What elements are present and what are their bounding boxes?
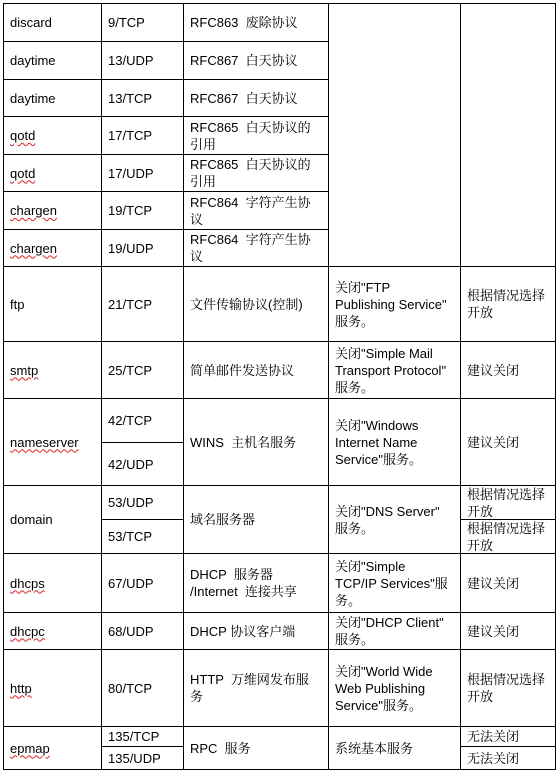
service-cell-text: dhcps xyxy=(10,575,45,591)
service-cell-text: ftp xyxy=(10,296,25,312)
advice-cell xyxy=(461,747,555,769)
table-grid-line xyxy=(3,649,556,650)
port-cell xyxy=(102,155,183,191)
table-grid-line xyxy=(3,41,329,42)
port-cell-text: 17/TCP xyxy=(108,128,153,143)
port-cell xyxy=(102,117,183,154)
description-cell-text: WINS 主机名服务 xyxy=(190,434,297,450)
advice-cell-text: 根据情况选择 开放 xyxy=(467,486,546,519)
port-cell xyxy=(102,613,183,649)
action-cell xyxy=(329,486,460,553)
port-cell xyxy=(102,486,183,519)
port-cell xyxy=(102,650,183,726)
advice-cell-text: 根据情况选择 开放 xyxy=(467,288,546,320)
service-cell-text: daytime xyxy=(10,90,56,106)
service-cell-text: dhcpc xyxy=(10,623,45,639)
action-cell-text: 关闭"Windows Internet Name Service"服务。 xyxy=(335,417,422,467)
port-cell xyxy=(102,4,183,41)
empty-advice-cell xyxy=(461,4,555,266)
action-cell-text: 关闭"DNS Server" 服务。 xyxy=(335,503,440,536)
table-grid-line xyxy=(3,612,556,613)
action-cell-text: 关闭"DHCP Client" 服务。 xyxy=(335,615,444,647)
action-cell-text: 关闭"World Wide Web Publishing Service"服务。 xyxy=(335,663,433,713)
port-cell-text: 9/TCP xyxy=(108,15,145,30)
advice-cell-text: 根据情况选择 开放 xyxy=(467,520,546,553)
port-cell-text: 25/TCP xyxy=(108,362,153,378)
port-cell xyxy=(102,443,183,485)
advice-cell-text: 根据情况选择 开放 xyxy=(467,672,546,704)
advice-cell xyxy=(461,520,555,553)
table-grid-line xyxy=(3,3,4,770)
table-grid-line xyxy=(3,3,556,4)
service-cell-text: http xyxy=(10,680,32,696)
advice-cell-text: 建议关闭 xyxy=(467,623,520,639)
port-cell-text: 19/UDP xyxy=(108,240,154,256)
port-cell-text: 13/UDP xyxy=(108,53,154,68)
advice-cell xyxy=(461,399,555,485)
table-grid-line xyxy=(3,341,556,342)
service-cell xyxy=(4,554,101,612)
service-cell xyxy=(4,727,101,769)
service-cell xyxy=(4,80,101,116)
advice-cell xyxy=(461,650,555,726)
port-cell xyxy=(102,520,183,553)
advice-cell xyxy=(461,727,555,746)
port-cell xyxy=(102,342,183,398)
service-cell-text: daytime xyxy=(10,53,56,68)
advice-cell-text: 无法关闭 xyxy=(467,729,520,744)
table-grid-line xyxy=(3,229,329,230)
action-cell-text: 关闭"FTP Publishing Service" 服务。 xyxy=(335,279,447,329)
service-cell-text: qotd xyxy=(10,165,36,181)
description-cell-text: DHCP 服务器 /Internet 连接共享 xyxy=(190,567,297,599)
service-cell-text: domain xyxy=(10,512,53,527)
port-cell xyxy=(102,399,183,442)
description-cell xyxy=(184,117,328,154)
table-grid-line xyxy=(3,154,329,155)
table-grid-line xyxy=(101,442,183,443)
service-cell-text: chargen xyxy=(10,203,57,218)
description-cell xyxy=(184,342,328,398)
service-cell-text: qotd xyxy=(10,128,36,143)
service-cell-text: discard xyxy=(10,15,52,30)
port-cell xyxy=(102,267,183,341)
table-grid-line xyxy=(3,485,556,486)
description-cell-text: RFC864 字符产生协 议 xyxy=(190,232,311,264)
empty-action-cell xyxy=(329,4,460,266)
table-grid-line xyxy=(101,746,183,747)
port-cell-text: 135/TCP xyxy=(108,729,160,744)
advice-cell-text: 建议关闭 xyxy=(467,362,520,378)
description-cell-text: 文件传输协议(控制) xyxy=(190,296,303,312)
action-cell xyxy=(329,613,460,649)
table-grid-line xyxy=(3,79,329,80)
service-cell-text: smtp xyxy=(10,362,39,378)
description-cell xyxy=(184,80,328,116)
advice-cell xyxy=(461,613,555,649)
table-grid-line xyxy=(460,3,461,770)
port-cell xyxy=(102,230,183,266)
port-cell xyxy=(102,747,183,769)
description-cell-text: RPC 服务 xyxy=(190,740,251,756)
description-cell-text: DHCP 协议客户端 xyxy=(190,623,296,639)
advice-cell xyxy=(461,267,555,341)
table-grid-line xyxy=(3,266,556,267)
service-cell xyxy=(4,486,101,553)
service-cell xyxy=(4,267,101,341)
port-cell-text: 68/UDP xyxy=(108,623,154,639)
port-cell-text: 21/TCP xyxy=(108,296,153,312)
description-cell xyxy=(184,727,328,769)
table-grid-line xyxy=(3,398,556,399)
action-cell xyxy=(329,342,460,398)
table-grid-line xyxy=(460,519,555,520)
description-cell xyxy=(184,267,328,341)
description-cell xyxy=(184,4,328,41)
advice-cell xyxy=(461,342,555,398)
port-cell-text: 67/UDP xyxy=(108,575,154,591)
description-cell xyxy=(184,155,328,191)
action-cell xyxy=(329,554,460,612)
port-cell xyxy=(102,192,183,229)
table-grid-line xyxy=(3,553,556,554)
description-cell xyxy=(184,42,328,79)
port-cell-text: 17/UDP xyxy=(108,165,154,181)
port-cell-text: 80/TCP xyxy=(108,680,153,696)
service-cell xyxy=(4,650,101,726)
table-grid-line xyxy=(3,191,329,192)
action-cell xyxy=(329,650,460,726)
service-cell xyxy=(4,192,101,229)
service-cell-text: nameserver xyxy=(10,434,79,450)
port-cell-text: 42/TCP xyxy=(108,413,153,428)
advice-cell-text: 无法关闭 xyxy=(467,750,520,766)
table-grid-line xyxy=(3,726,556,727)
service-cell xyxy=(4,117,101,154)
table-grid-line xyxy=(3,769,556,770)
action-cell xyxy=(329,727,460,769)
description-cell xyxy=(184,399,328,485)
advice-cell-text: 建议关闭 xyxy=(467,575,520,591)
description-cell xyxy=(184,486,328,553)
service-cell xyxy=(4,230,101,266)
port-cell-text: 53/TCP xyxy=(108,529,153,544)
action-cell-text: 关闭"Simple Mail Transport Protocol" 服务。 xyxy=(335,345,447,395)
description-cell xyxy=(184,554,328,612)
description-cell xyxy=(184,230,328,266)
table-grid-line xyxy=(101,3,102,770)
service-cell xyxy=(4,42,101,79)
description-cell-text: RFC865 白天协议的 引用 xyxy=(190,157,311,189)
service-cell xyxy=(4,399,101,485)
service-cell xyxy=(4,342,101,398)
action-cell-text: 系统基本服务 xyxy=(335,740,414,756)
table-grid-line xyxy=(460,746,555,747)
port-cell-text: 19/TCP xyxy=(108,203,153,218)
port-cell-text: 13/TCP xyxy=(108,90,153,106)
service-cell xyxy=(4,155,101,191)
advice-cell-text: 建议关闭 xyxy=(467,434,520,450)
description-cell-text: RFC863 废除协议 xyxy=(190,15,298,30)
description-cell-text: RFC864 字符产生协 议 xyxy=(190,194,311,227)
advice-cell xyxy=(461,486,555,519)
service-cell-text: chargen xyxy=(10,240,57,256)
service-cell xyxy=(4,613,101,649)
table-grid-line xyxy=(101,519,183,520)
description-cell-text: 简单邮件发送协议 xyxy=(190,362,295,378)
description-cell xyxy=(184,192,328,229)
description-cell-text: RFC865 白天协议的 引用 xyxy=(190,119,311,152)
table-grid-line xyxy=(328,3,329,770)
service-cell xyxy=(4,4,101,41)
table-grid-line xyxy=(183,3,184,770)
description-cell-text: HTTP 万维网发布服 务 xyxy=(190,672,309,704)
description-cell xyxy=(184,650,328,726)
action-cell xyxy=(329,399,460,485)
port-cell-text: 42/UDP xyxy=(108,456,154,472)
table-grid-line xyxy=(555,3,556,770)
description-cell-text: RFC867 白天协议 xyxy=(190,90,298,106)
port-cell-text: 135/UDP xyxy=(108,750,161,766)
advice-cell xyxy=(461,554,555,612)
description-cell-text: 域名服务器 xyxy=(190,512,256,527)
action-cell-text: 关闭"Simple TCP/IP Services"服 务。 xyxy=(335,558,448,608)
table-grid-line xyxy=(3,116,329,117)
description-cell-text: RFC867 白天协议 xyxy=(190,53,298,68)
action-cell xyxy=(329,267,460,341)
port-cell-text: 53/UDP xyxy=(108,495,154,510)
port-cell xyxy=(102,42,183,79)
service-cell-text: epmap xyxy=(10,740,50,756)
description-cell xyxy=(184,613,328,649)
port-cell xyxy=(102,80,183,116)
port-cell xyxy=(102,554,183,612)
port-cell xyxy=(102,727,183,746)
